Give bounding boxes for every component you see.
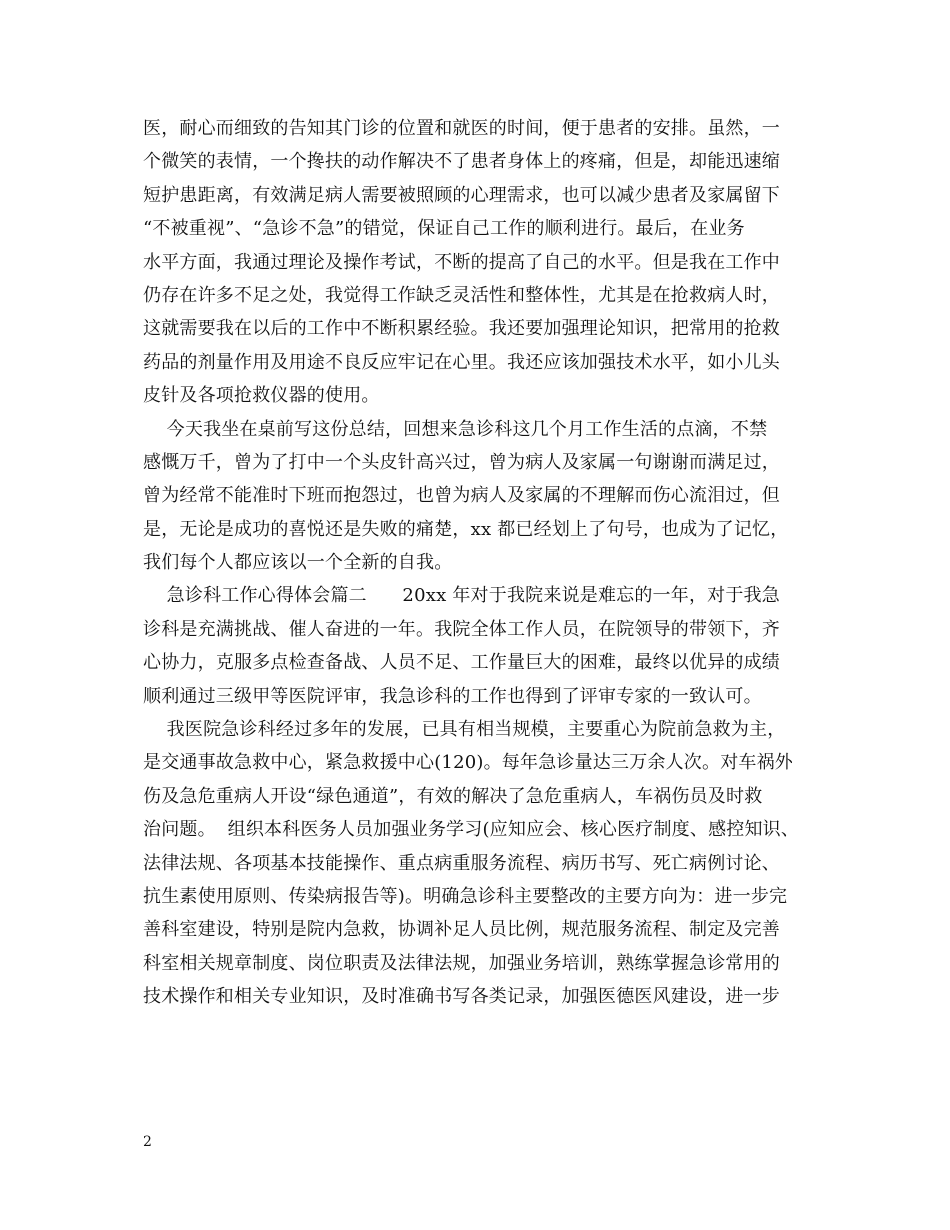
text-line: 技术操作和相关专业知识，及时准确书写各类记录，加强医德医风建设，进一步 [143,986,780,1008]
text-line: 治问题。 组织本科医务人员加强业务学习(应知应会、核心医疗制度、感控知识、 [143,819,800,841]
text-line: 短护患距离，有效满足病人需要被照顾的心理需求，也可以减少患者及家属留下 [143,184,780,206]
text-line: “不被重视”、“急诊不急”的错觉，保证自己工作的顺利进行。最后，在业务 [143,218,745,240]
text-line: 顺利通过三级甲等医院评审，我急诊科的工作也得到了评审专家的一致认可。 [143,685,762,707]
text-line: 抗生素使用原则、传染病报告等)。明确急诊科主要整改的主要方向为：进一步完 [143,885,788,907]
page-number: 2 [143,1134,152,1150]
text-line: 善科室建设，特别是院内急救，协调补足人员比例，规范服务流程、制定及完善 [143,919,780,941]
text-line: 今天我坐在桌前写这份总结，回想来急诊科这几个月工作生活的点滴，不禁 [143,418,768,440]
text-line: 皮针及各项抢救仪器的使用。 [143,385,380,407]
text-line: 是，无论是成功的喜悦还是失败的痛楚，xx 都已经划上了句号，也成为了记忆， [143,518,789,540]
text-line: 心协力，克服多点检查备战、人员不足、工作量巨大的困难，最终以优异的成绩 [143,652,780,674]
text-line: 法律法规、各项基本技能操作、重点病重服务流程、病历书写、死亡病例讨论、 [143,852,780,874]
text-line: 我医院急诊科经过多年的发展，已具有相当规模，主要重心为院前急救为主， [143,719,786,741]
text-line: 水平方面，我通过理论及操作考试，不断的提高了自己的水平。但是我在工作中 [143,251,780,273]
text-line: 是交通事故急救中心，紧急救援中心(120)。每年急诊量达三万余人次。对车祸外 [143,752,793,774]
text-line: 伤及急危重病人开设“绿色通道”，有效的解决了急危重病人，车祸伤员及时救 [143,785,763,807]
text-line: 科室相关规章制度、岗位职责及法律法规，加强业务培训，熟练掌握急诊常用的 [143,952,780,974]
text-line: 我们每个人都应该以一个全新的自我。 [143,552,453,574]
text-line: 仍存在许多不足之处，我觉得工作缺乏灵活性和整体性，尤其是在抢救病人时， [143,284,780,306]
text-line: 曾为经常不能准时下班而抱怨过，也曾为病人及家属的不理解而伤心流泪过，但 [143,485,780,507]
text-line: 这就需要我在以后的工作中不断积累经验。我还要加强理论知识，把常用的抢救 [143,318,780,340]
text-line: 药品的剂量作用及用途不良反应牢记在心里。我还应该加强技术水平，如小儿头 [143,351,780,373]
text-line: 急诊科工作心得体会篇二 20xx 年对于我院来说是难忘的一年，对于我急 [143,585,780,607]
document-body [143,112,823,1014]
text-line: 个微笑的表情，一个搀扶的动作解决不了患者身体上的疼痛，但是，却能迅速缩 [143,151,780,173]
text-line: 医，耐心而细致的告知其门诊的位置和就医的时间，便于患者的安排。虽然，一 [143,118,780,139]
text-line: 感慨万千，曾为了打中一个头皮针高兴过，曾为病人及家属一句谢谢而满足过， [143,451,780,473]
text-line: 诊科是充满挑战、催人奋进的一年。我院全体工作人员，在院领导的带领下，齐 [143,618,780,640]
